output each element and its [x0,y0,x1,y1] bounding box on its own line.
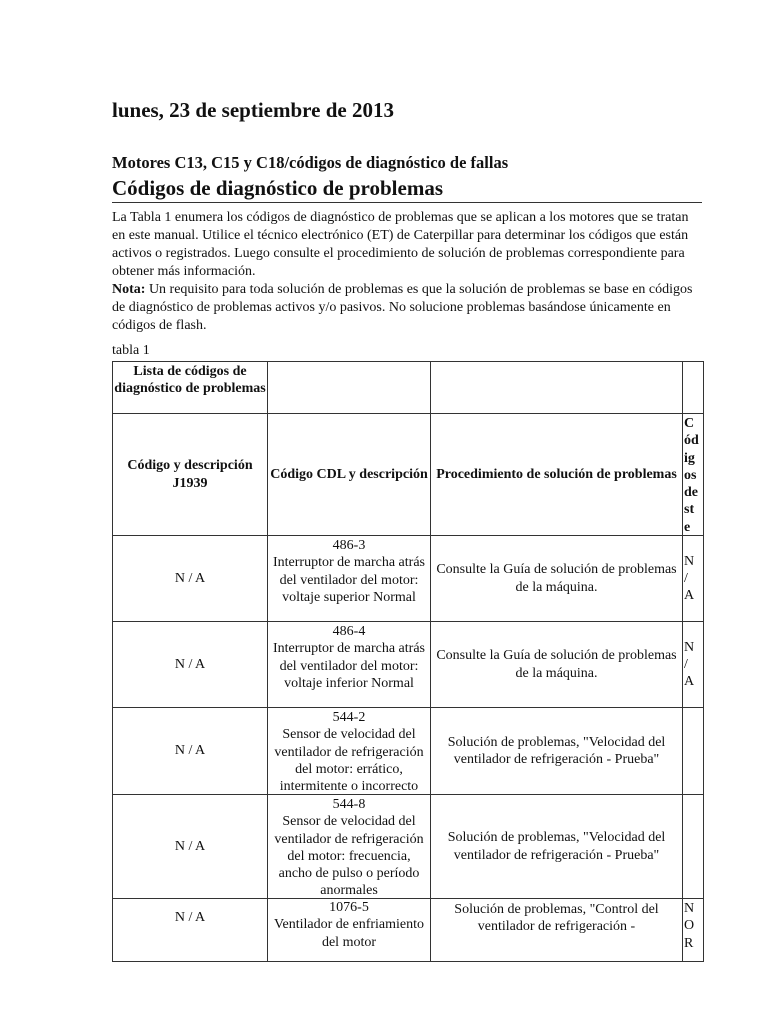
diagnostic-codes-table [112,361,704,962]
header-flash-cell [683,414,704,536]
row-procedure: Consulte la Guía de solución de problemas de la máquina. [431,536,683,622]
table-row [113,622,704,708]
row-flash-cell [683,536,704,622]
section-heading: Códigos de diagnóstico de problemas [112,176,702,203]
row-procedure: Solución de problemas, "Velocidad del ventilador de refrigeración - Prueba" [431,708,683,795]
row-j1939: N / A [113,622,268,708]
row-cdl-desc: Interruptor de marcha atrás del ventilador del motor: voltaje inferior Normal [273,641,425,691]
row-j1939: N / A [174,910,206,925]
row-cdl-code: 1076-5 [329,900,369,915]
header-j1939: Código y descripción J1939 [113,414,268,536]
row-flash: N / A [684,553,695,604]
note-label: Nota: [112,282,146,297]
row-procedure-cell [431,899,683,962]
table-title-text: Lista de códigos de diagnóstico de problemas [114,364,266,397]
row-flash-cell [683,899,704,962]
row-cdl-code: 486-3 [332,538,366,553]
row-flash: N / A [684,639,695,690]
row-flash: NOR [684,901,695,951]
table-row [113,536,704,622]
row-cdl-desc: Interruptor de marcha atrás del ventilador del motor: voltaje superior Normal [273,555,425,605]
row-cdl-cell [268,899,431,962]
row-cdl-code: 486-4 [332,624,366,639]
row-cdl-code: 544-2 [332,710,366,725]
note-text: Un requisito para toda solución de problemas es que la solución de problemas se base en códigos de diagnóstico de problemas activos y/o pasivos. No solucione problemas basándose únicamente en códigos de flash. [112,282,693,333]
row-cdl-cell [268,622,431,708]
header-cdl: Código CDL y descripción [268,414,431,536]
intro-paragraph: La Tabla 1 enumera los códigos de diagnóstico de problemas que se aplican a los motores que se tratan en este manual. Utilice el técnico electrónico (ET) de Caterpillar para determinar los códigos que están activos o registrados. Luego consulte el procedimiento de solución de problemas correspondiente para obtener más información. [112,210,689,279]
table-header-row [113,414,704,536]
row-flash-cell [683,622,704,708]
note-paragraph [112,281,702,335]
row-cdl-cell [268,708,431,795]
row-j1939-cell [113,899,268,962]
intro-text [112,209,702,335]
post-title: Motores C13, C15 y C18/códigos de diagnóstico de fallas [112,153,509,172]
table-title-empty-cell [268,362,431,414]
table-title-empty-cell [683,362,704,414]
row-flash-cell [683,708,704,795]
row-cdl-desc: Ventilador de enfriamiento del motor [273,917,425,950]
table-title-empty-cell [431,362,683,414]
header-flash: Códigos de ste [684,416,699,535]
header-procedure: Procedimiento de solución de problemas [431,414,683,536]
row-j1939: N / A [113,708,268,795]
table-clip [112,361,703,951]
row-procedure: Consulte la Guía de solución de problemas de la máquina. [431,622,683,708]
table-row [113,708,704,795]
row-flash-cell [683,795,704,899]
table-row [113,899,704,962]
row-procedure: Solución de problemas, "Velocidad del ventilador de refrigeración - Prueba" [431,795,683,899]
row-cdl-desc: Sensor de velocidad del ventilador de refrigeración del motor: frecuencia, ancho de pulso o período anormales [274,814,424,899]
table-title-cell [113,362,268,414]
row-cdl-desc: Sensor de velocidad del ventilador de refrigeración del motor: errático, intermitente o incorrecto [274,727,424,795]
row-j1939: N / A [113,536,268,622]
table-row [113,795,704,899]
row-cdl-cell [268,795,431,899]
date-heading: lunes, 23 de septiembre de 2013 [112,98,394,122]
row-j1939: N / A [113,795,268,899]
table-title-row [113,362,704,414]
row-cdl-cell [268,536,431,622]
row-procedure: Solución de problemas, "Control del ventilador de refrigeración - [454,902,659,935]
table-caption: tabla 1 [112,343,150,358]
row-cdl-code: 544-8 [332,797,366,812]
